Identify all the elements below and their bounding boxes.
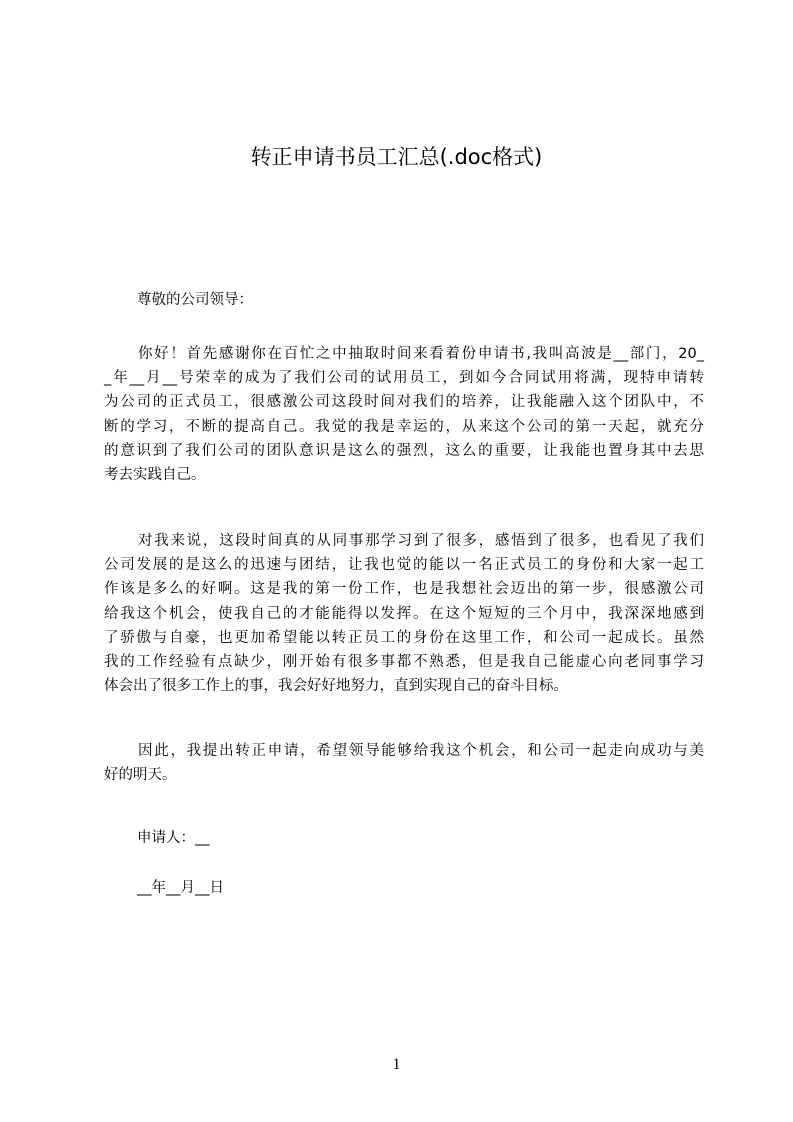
applicant-signature-line: 申请人：__ xyxy=(137,830,210,846)
paragraph-2 xyxy=(104,529,704,698)
document-title: 转正申请书员工汇总(.doc格式) xyxy=(250,145,543,169)
paragraph-line: 断的学习，不断的提高自己。我觉的我是幸运的，从来这个公司的第一天起，就充分 xyxy=(104,418,704,435)
paragraph-line: 了骄傲与自豪，也更加希望能以转正员工的身份在这里工作，和公司一起成长。虽然 xyxy=(104,629,704,646)
paragraph-line: _年__月__号荣幸的成为了我们公司的试用员工，到如今合同试用将满，现特申请转 xyxy=(104,370,704,387)
paragraph-line: 作该是多么的好啊。这是我的第一份工作，也是我想社会迈出的第一步，很感激公司 xyxy=(104,581,704,598)
paragraph-line: 体会出了很多工作上的事，我会好好地努力，直到实现自己的奋斗目标。 xyxy=(104,678,568,695)
paragraph-line: 因此，我提出转正申请，希望领导能够给我这个机会，和公司一起走向成功与美 xyxy=(138,743,704,759)
paragraph-line: 为公司的正式员工，很感激公司这段时间对我们的培养，让我能融入这个团队中，不 xyxy=(104,394,704,411)
paragraph-1 xyxy=(104,342,704,487)
paragraph-line: 公司发展的是这么的迅速与团结，让我也觉的能以一名正式员工的身份和大家一起工 xyxy=(104,557,704,574)
paragraph-line: 的意识到了我们公司的团队意识是这么的强烈，这么的重要，让我能也置身其中去思 xyxy=(104,442,704,459)
page-number: 1 xyxy=(392,1056,401,1073)
paragraph-line: 对我来说，这段时间真的从同事那学习到了很多，感悟到了很多，也看见了我们 xyxy=(138,533,704,549)
paragraph-line: 你好！首先感谢你在百忙之中抽取时间来看着份申请书,我叫高波是__部门，20_ xyxy=(138,346,704,362)
salutation: 尊敬的公司领导： xyxy=(137,292,253,308)
date-line: __年__月__日 xyxy=(137,880,224,896)
paragraph-3 xyxy=(104,739,704,787)
paragraph-line: 好的明天。 xyxy=(104,767,177,784)
paragraph-line: 给我这个机会，使我自己的才能能得以发挥。在这个短短的三个月中，我深深地感到 xyxy=(104,605,704,622)
paragraph-line: 考去实践自己。 xyxy=(104,467,206,484)
paragraph-line: 我的工作经验有点缺少，刚开始有很多事都不熟悉，但是我自己能虚心向老同事学习 xyxy=(104,654,704,671)
